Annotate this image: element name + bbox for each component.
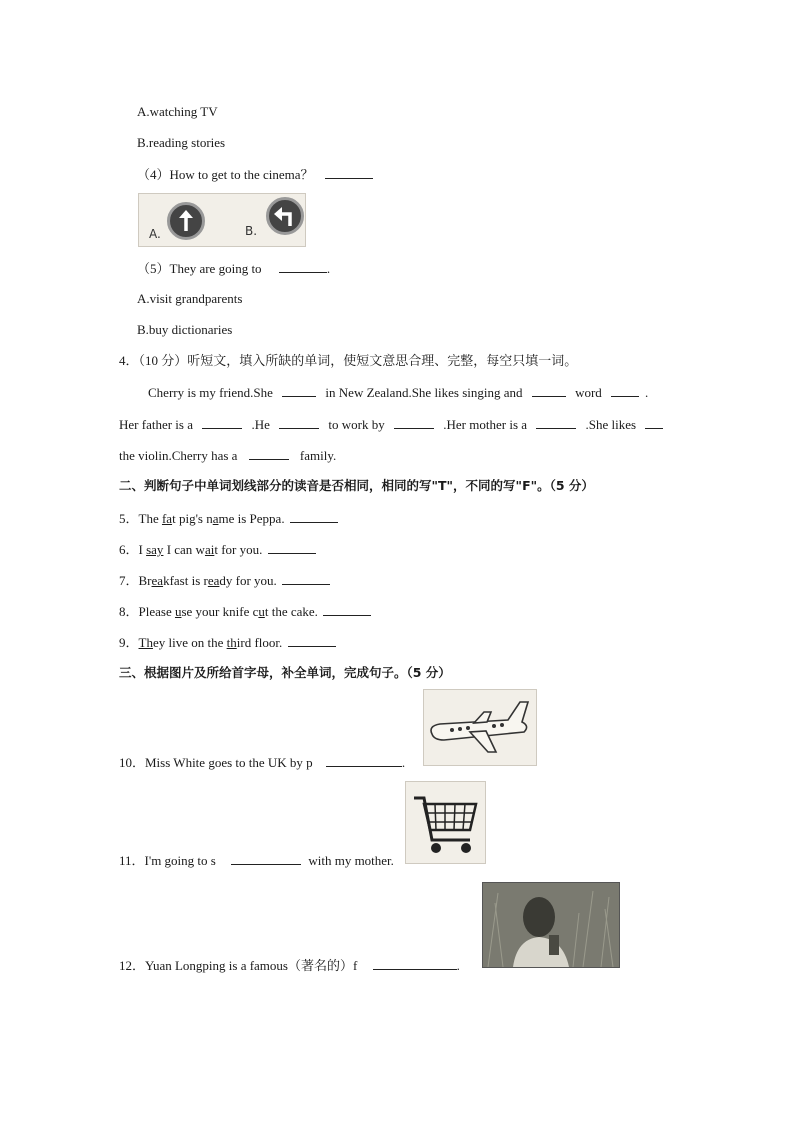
text: .He [251, 417, 270, 432]
question-10: 10．Miss White goes to the UK by p . [119, 755, 406, 770]
question-text: （4）How to get to the cinema？ [137, 167, 314, 182]
answer-blank[interactable] [325, 166, 373, 179]
text: word [575, 385, 602, 400]
q4-title: 4．（10 分）听短文，填入所缺的单词，使短文意思合理、完整，每空只填一词。 [119, 353, 578, 368]
answer-blank[interactable] [290, 510, 338, 523]
text: 10．Miss White goes to the UK by p [119, 755, 313, 770]
question-5 [119, 510, 338, 527]
text: kfast is r [163, 573, 208, 588]
text: 8．Please [119, 604, 175, 619]
text: se your knife c [181, 604, 259, 619]
text: dy for you. [219, 573, 277, 588]
answer-blank[interactable] [279, 260, 327, 273]
underlined-part: a [212, 511, 219, 526]
underlined-part: u [174, 604, 182, 619]
blank-3[interactable] [611, 384, 639, 397]
text: with my mother. [308, 853, 394, 868]
text: t the cake. [264, 604, 318, 619]
answer-blank[interactable] [288, 634, 336, 647]
option-5a: A.visit grandparents [137, 291, 243, 306]
underlined-part: th [226, 635, 237, 650]
text: the violin.Cherry has a [119, 448, 238, 463]
airplane-icon [424, 690, 536, 765]
text: I can w [163, 542, 205, 557]
underlined-part: fa [161, 511, 173, 526]
text: Her father is a [119, 417, 193, 432]
turn-left-arrow-icon [266, 197, 304, 235]
text: family. [299, 448, 337, 463]
question-4-cinema [137, 166, 373, 183]
question-6 [119, 541, 316, 558]
text: 7．Br [119, 573, 152, 588]
shopping-cart-icon [406, 782, 485, 863]
text: to work by [328, 417, 385, 432]
text: .She likes [585, 417, 637, 432]
text: 12．Yuan Longping is a famous（著名的）f [119, 958, 358, 973]
person-in-rice-field-icon [483, 883, 619, 967]
shopping-cart-image [405, 781, 486, 864]
text: 5．The [119, 511, 162, 526]
underlined-part: ea [207, 573, 220, 588]
passage-line-2 [119, 416, 669, 433]
underlined-part: ea [151, 573, 164, 588]
text: 9． [119, 635, 139, 650]
question-text: （5）They are going to [137, 261, 262, 276]
text: t for you. [214, 542, 263, 557]
text: ird floor. [236, 635, 283, 650]
blank-6[interactable] [394, 416, 434, 429]
text: 6．I [119, 542, 147, 557]
question-9 [119, 634, 336, 651]
answer-blank[interactable] [373, 957, 457, 970]
text: Cherry is my friend.She [148, 385, 273, 400]
question-8 [119, 603, 371, 620]
direction-signs-image [138, 193, 306, 247]
question-7 [119, 572, 330, 589]
answer-blank[interactable] [282, 572, 330, 585]
text: me is Peppa. [218, 511, 285, 526]
answer-blank[interactable] [231, 852, 301, 865]
answer-blank[interactable] [323, 603, 371, 616]
option-5b: B.buy dictionaries [137, 322, 233, 337]
option-3b: B.reading stories [137, 135, 226, 150]
section-3-title: 三、根据图片及所给首字母，补全单词，完成句子。（5 分） [119, 665, 451, 680]
text: .Her mother is a [443, 417, 528, 432]
answer-blank[interactable] [268, 541, 316, 554]
underlined-part: Th [138, 635, 153, 650]
option-b-label: B. [245, 224, 258, 238]
blank-7[interactable] [536, 416, 576, 429]
passage-line-1: Cherry is my friend.She in New Zealand.She likes singing and word . [148, 385, 649, 400]
straight-arrow-icon [167, 202, 205, 240]
text: pig's n [175, 511, 213, 526]
blank-1[interactable] [282, 384, 316, 397]
text: 11．I'm going to s [119, 853, 216, 868]
question-11 [119, 852, 394, 869]
answer-blank[interactable] [326, 754, 402, 767]
section-2-title: 二、判断句子中单词划线部分的读音是否相同，相同的写"T"，不同的写"F"。（5 分） [119, 478, 594, 493]
text: in New Zealand.She likes singing and [325, 385, 523, 400]
underlined-part: ai [204, 542, 215, 557]
question-12: 12．Yuan Longping is a famous（著名的）f . [119, 958, 460, 973]
option-a-label: A. [149, 227, 161, 241]
text: t [172, 511, 176, 526]
underlined-part: say [146, 542, 164, 557]
passage-line-3 [119, 447, 336, 464]
airplane-image [423, 689, 537, 766]
underlined-part: u [258, 604, 265, 619]
yuan-longping-photo [482, 882, 620, 968]
blank-5[interactable] [279, 416, 319, 429]
blank-8[interactable] [645, 416, 663, 429]
text: ey live on the [152, 635, 227, 650]
option-3a: A.watching TV [137, 104, 218, 119]
blank-2[interactable] [532, 384, 566, 397]
blank-9[interactable] [249, 447, 289, 460]
blank-4[interactable] [202, 416, 242, 429]
question-5-going-to: （5）They are going to . [137, 261, 331, 276]
